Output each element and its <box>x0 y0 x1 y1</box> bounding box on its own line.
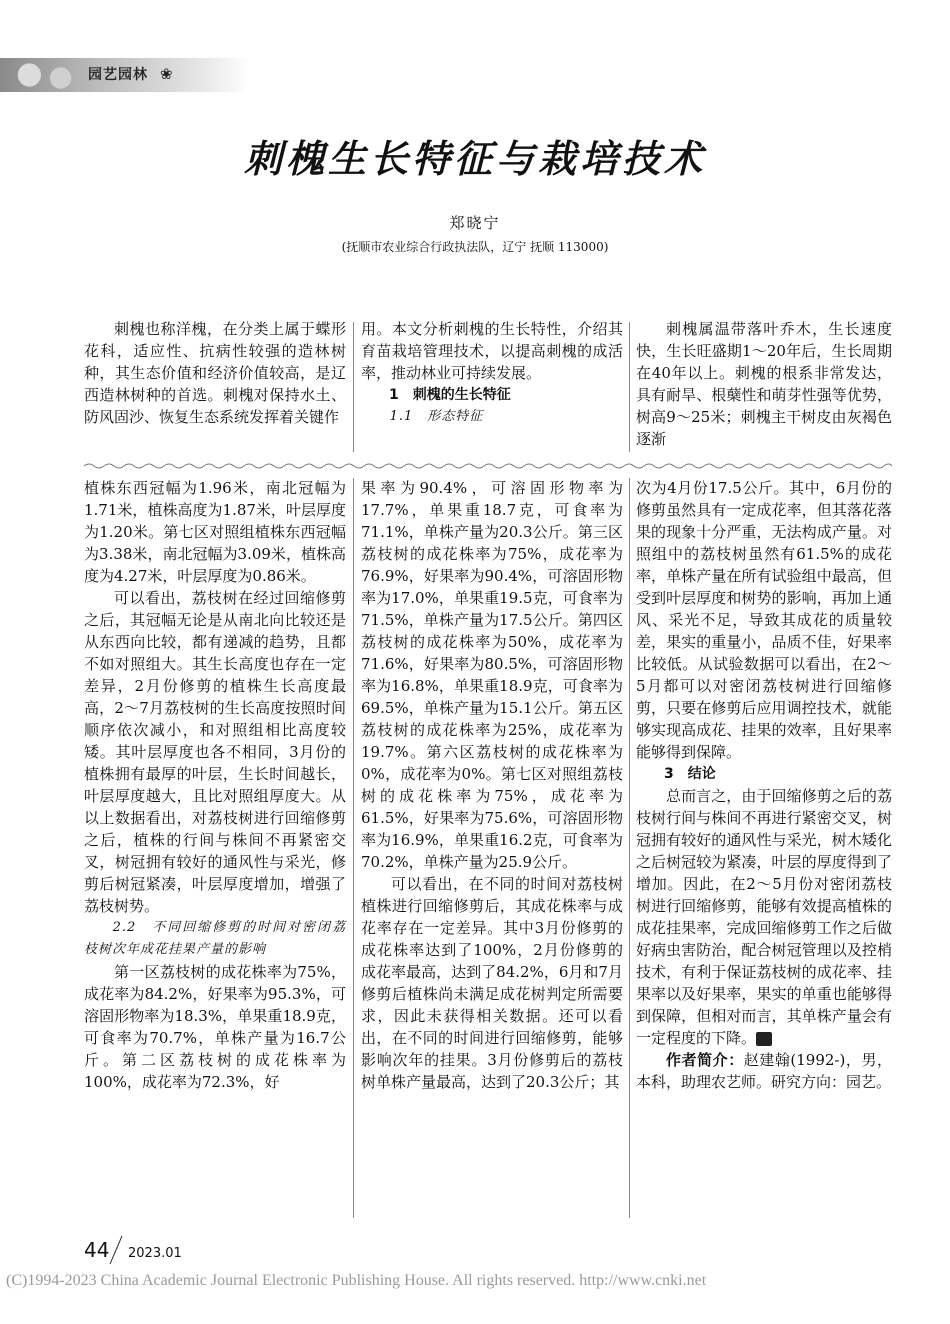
section-label: 园艺园林 <box>88 67 148 83</box>
conclusion-paragraph <box>636 785 892 1049</box>
column-divider <box>629 322 630 452</box>
end-mark-icon: N <box>756 1032 772 1046</box>
body-paragraph: 植株东西冠幅为1.96米，南北冠幅为1.71米，植株高度为1.87米，叶层厚度为1.20米。第七区对照组植株东西冠幅为3.38米，南北冠幅为3.09米，植株高度为4.27米，叶层厚度为0.86米。 <box>84 479 346 585</box>
column-divider <box>353 322 354 452</box>
author-affiliation: (抚顺市农业综合行政执法队，辽宁 抚顺 113000) <box>341 240 609 254</box>
body-paragraph: 可以看出，在不同的时间对荔枝树植株进行回缩修剪后，其成花株率与成花率存在一定差异。其中3月份修剪的成花株率达到了100%，2月份修剪的成花率最高，达到了84.2%，6月和7月修剪后植株尚未满足成花树判定所需要求，因此未获得相关数据。还可以看出，在不同的时间进行回缩修剪，能够影响次年的挂果。3月份修剪后的荔枝树单株产量最高，达到了20.3公斤；其 <box>361 875 623 1091</box>
author-bio <box>636 1049 892 1093</box>
top-column-3 <box>636 318 892 450</box>
top-column-2 <box>361 318 623 428</box>
conclusion-text: 总而言之，由于回缩修剪之后的荔枝树行间与株间不再进行紧密交叉，树冠拥有较好的通风性与采光，树木矮化之后树冠较为紧凑，叶层的厚度得到了增加。因此，在2～5月份对密闭荔枝树进行回缩修剪，能够有效提高植株的成花挂果率，完成回缩修剪工作之后做好病虫害防治，配合树冠管理以及控梢技术，有利于保证荔枝树的成花率、挂果率以及好果率，果实的单重也能够得到保障，但相对而言，其单株产量会有一定程度的下降。 <box>636 787 892 1047</box>
intro-paragraph: 用。本文分析刺槐的生长特性，介绍其育苗栽培管理技术，以提高刺槐的成活率，推动林业可持续发展。 <box>361 320 623 382</box>
morphology-paragraph: 刺槐属温带落叶乔木，生长速度快，生长旺盛期1～20年后，生长周期在40年以上。刺槐的根系非常发达，具有耐旱、根蘖性和萌芽性强等优势，树高9～25米；刺槐主干树皮由灰褐色逐渐 <box>636 320 892 448</box>
body-paragraph: 次为4月份17.5公斤。其中，6月份的修剪虽然具有一定成花率，但其落花落果的现象十分严重，无法构成产量。对照组中的荔枝树虽然有61.5%的成花率，单株产量在所有试验组中最高，但受到叶层厚度和树势的影响，再加上通风、采光不足，导致其成花的质量较差，果实的重量小，品质不佳，好果率比较低。从试验数据可以看出，在2～5月都可以对密闭荔枝树进行回缩修剪，只要在修剪后应用调控技术，就能够实现高成花、挂果的效率，且好果率能够得到保障。 <box>636 479 892 761</box>
copyright-notice: (C)1994-2023 China Academic Journal Electronic Publishing House. All rights reserved. http://www.cnki.net <box>6 1272 707 1289</box>
top-column-1 <box>84 318 346 428</box>
article-author: 郑晓宁 <box>449 214 501 232</box>
abstract-paragraph: 刺槐也称洋槐，在分类上属于蝶形花科，适应性、抗病性较强的造林树种，其生态价值和经济价值较高，是辽西造林树种的首选。刺槐对保持水土、防风固沙、恢复生态系统发挥着关键作 <box>84 320 346 426</box>
bottom-column-1 <box>84 477 346 1093</box>
body-paragraph: 第一区荔枝树的成花株率为75%，成花率为84.2%，好果率为95.3%，可溶固形物率为18.3%，单果重18.9克，可食率为70.7%，单株产量为16.7公斤。第二区荔枝树的成花株率为100%，成花率为72.3%，好 <box>84 963 346 1091</box>
heading-conclusion: 3 结论 <box>664 766 716 782</box>
wavy-divider <box>84 462 892 470</box>
article-title: 刺槐生长特征与栽培技术 <box>243 137 706 181</box>
flower-icon: ❀ <box>160 65 173 83</box>
body-paragraph: 果率为90.4%，可溶固形物率为17.7%，单果重18.7克，可食率为71.1%，单株产量为20.3公斤。第三区荔枝树的成花株率为75%，成花率为76.9%，好果率为90.4%，可溶固形物率为17.0%，单果重19.5克，可食率为71.5%，单株产量为17.5公斤。第四区荔枝树的成花株率为50%，成花率为71.6%，好果率为80.5%，可溶固形物率为16.8%，单果重18.9克，可食率为69.5%，单株产量为15.1公斤。第五区荔枝树的成花株率为25%，成花率为19.7%。第六区荔枝树的成花株率为0%，成花率为0%。第七区对照组荔枝树的成花株率为75%，成花率为61.5%，好果率为75.6%，可溶固形物率为16.9%，单果重16.2克，可食率为70.2%，单株产量为25.9公斤。 <box>361 479 623 871</box>
bottom-column-3 <box>636 477 892 1093</box>
banner-ornament <box>6 60 84 90</box>
column-divider <box>353 478 354 1218</box>
column-divider <box>629 478 630 1218</box>
heading-growth-characteristics: 1 刺槐的生长特征 <box>389 387 511 403</box>
subheading-morphology: 1.1 形态特征 <box>389 409 484 424</box>
bottom-column-2 <box>361 477 623 1093</box>
page-number: 44 <box>84 1238 110 1262</box>
subheading-pruning-time: 2.2 不同回缩修剪的时间对密闭荔枝树次年成花挂果产量的影响 <box>84 920 346 957</box>
author-bio-text: 赵建翰(1992-)，男，本科，助理农艺师。研究方向：园艺。 <box>636 1051 892 1091</box>
page-slash-divider <box>108 1234 124 1266</box>
issue-date: 2023.01 <box>128 1246 182 1261</box>
body-paragraph: 可以看出，荔枝树在经过回缩修剪之后，其冠幅无论是从南北向比较还是从东西向比较，都有递减的趋势，且都不如对照组大。其生长高度也存在一定差异，2月份修剪的植株生长高度最高，2～7月荔枝树的生长高度按照时间顺序依次减小，和对照组相比高度较矮。其叶层厚度也各不相同，3月份的植株拥有最厚的叶层，生长时间越长，叶层厚度越大，且比对照组厚度大。从以上数据看出，对荔枝树进行回缩修剪之后，植株的行间与株间不再紧密交叉，树冠拥有较好的通风性与采光，修剪后树冠紧凑，叶层厚度增加，增强了荔枝树势。 <box>84 589 346 915</box>
author-bio-label: 作者简介： <box>666 1051 744 1069</box>
